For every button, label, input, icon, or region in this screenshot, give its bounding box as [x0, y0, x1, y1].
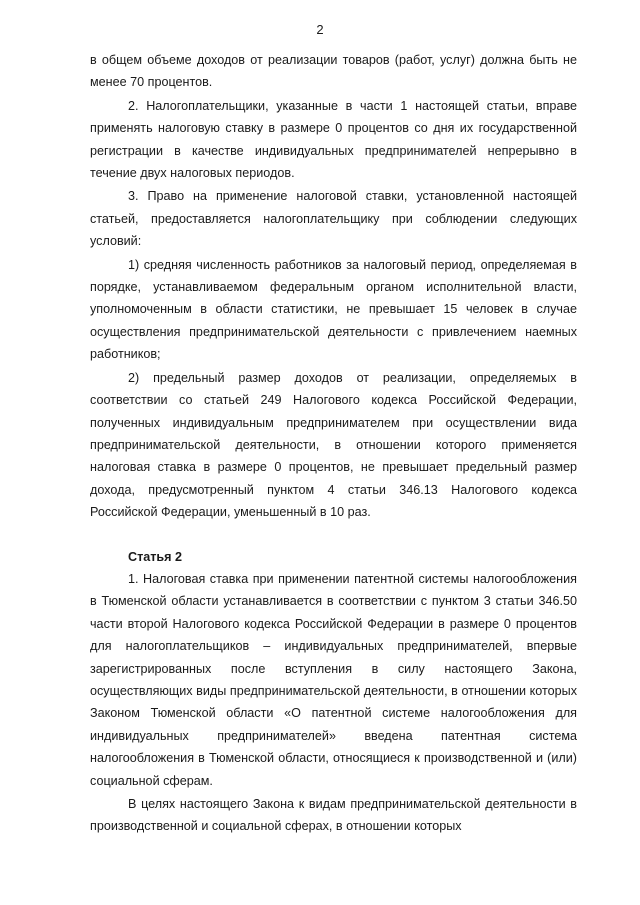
paragraph-part-3: 3. Право на применение налоговой ставки, установленной настоящей статьей, предоставляется налогоплательщику при соблюдении следующих условий:	[90, 189, 577, 249]
paragraph-condition-1: 1) средняя численность работников за налоговый период, определяемая в порядке, устанавливаемом федеральным органом исполнительной власти, уполномоченным в области статистики, не превышает 15 человек в случае осуществления предпринимательской деятельности с привлечением наемных работников;	[90, 257, 577, 362]
document-body	[90, 49, 577, 838]
paragraph-part-2: 2. Налогоплательщики, указанные в части 1 настоящей статьи, вправе применять налоговую ставку в размере 0 процентов со дня их государственной регистрации в качестве индивидуальных предпринимателей непрерывно в течение двух налоговых периодов.	[90, 98, 577, 181]
paragraph-continuation: в общем объеме доходов от реализации товаров (работ, услуг) должна быть не менее 70 процентов.	[90, 53, 577, 90]
page-number: 2	[316, 22, 324, 37]
paragraph-condition-2: 2) предельный размер доходов от реализации, определяемых в соответствии со статьей 249 Налогового кодекса Российской Федерации, полученных индивидуальным предпринимателем при осуществлении вида предпринимательской деятельности, в отношении которого применяется налоговая ставка в размере 0 процентов, не превышает предельный размер дохода, предусмотренный пунктом 4 статьи 346.13 Налогового кодекса Российской Федерации, уменьшенный в 10 раз.	[90, 370, 577, 520]
article-2-paragraph-2: В целях настоящего Закона к видам предпринимательской деятельности в производственной и социальной сферах, в отношении которых	[90, 797, 577, 834]
article-2-part-1: 1. Налоговая ставка при применении патентной системы налогообложения в Тюменской области устанавливается в соответствии с пунктом 3 статьи 346.50 части второй Налогового кодекса Российской Федерации в размере 0 процентов для налогоплательщиков – индивидуальных предпринимателей, впервые зарегистрированных после вступления в силу настоящего Закона, осуществляющих виды предпринимательской деятельности, в отношении которых Законом Тюменской области «О патентной системе налогообложения для индивидуальных предпринимателей» введена патентная система налогообложения в Тюменской области, относящиеся к производственной и (или) социальной сферам.	[90, 571, 577, 788]
article-2-heading: Статья 2	[128, 549, 183, 564]
